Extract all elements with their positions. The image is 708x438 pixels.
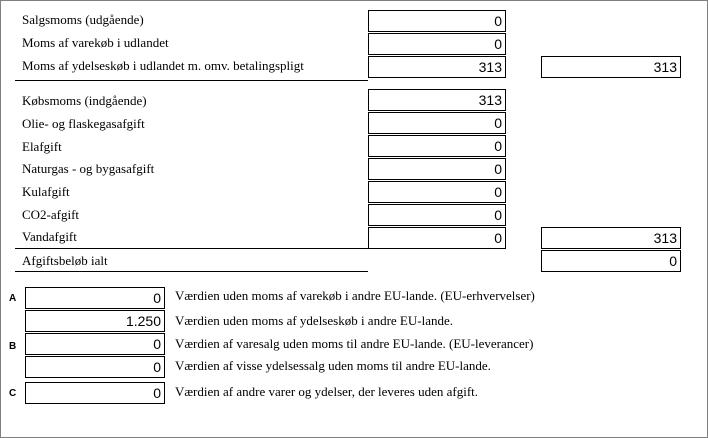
- section-a-ydelseskob-desc: Værdien uden moms af ydelseskøb i andre EU-lande.: [175, 313, 453, 328]
- salgsmoms-total-field[interactable]: 313: [541, 56, 681, 78]
- olie-flaskegas-field[interactable]: 0: [368, 112, 506, 134]
- co2-afgift-field[interactable]: 0: [368, 204, 506, 226]
- naturgas-label: Naturgas - og bygasafgift: [22, 161, 155, 176]
- section-b-ydelsessalg-field[interactable]: 0: [25, 356, 165, 378]
- co2-afgift-label: CO2-afgift: [22, 207, 80, 222]
- section-a-eu-erhvervelser-desc: Værdien uden moms af varekøb i andre EU-lande. (EU-erhvervelser): [175, 288, 535, 303]
- afgiftsbelob-total-field[interactable]: 0: [541, 250, 681, 272]
- olie-flaskegas-label: Olie- og flaskegasafgift: [22, 116, 145, 131]
- section-a-eu-erhvervelser-field[interactable]: 0: [25, 287, 165, 309]
- salgsmoms-label: Salgsmoms (udgående): [22, 12, 144, 27]
- kobsmoms-label: Købsmoms (indgående): [22, 93, 147, 108]
- moms-varekob-label: Moms af varekøb i udlandet: [22, 35, 169, 50]
- moms-ydelseskob-field[interactable]: 313: [368, 56, 506, 78]
- kobsmoms-field[interactable]: 313: [368, 89, 506, 111]
- section-c-letter: C: [9, 388, 17, 399]
- naturgas-field[interactable]: 0: [368, 158, 506, 180]
- vandafgift-label: Vandafgift: [22, 229, 77, 244]
- kobsmoms-total-field[interactable]: 313: [541, 227, 681, 249]
- salgsmoms-field[interactable]: 0: [368, 10, 506, 32]
- section-a-letter: A: [9, 293, 17, 304]
- section-a-ydelseskob-field[interactable]: 1.250: [25, 310, 165, 332]
- moms-ydelseskob-label: Moms af ydelseskøb i udlandet m. omv. betalingspligt: [22, 58, 304, 73]
- section-c-ubeskattet-desc: Værdien af andre varer og ydelser, der leveres uden afgift.: [175, 384, 479, 399]
- section-b-letter: B: [9, 341, 17, 352]
- section-b-ydelsessalg-desc: Værdien af visse ydelsessalg uden moms til andre EU-lande.: [175, 358, 491, 373]
- vandafgift-field[interactable]: 0: [368, 227, 506, 249]
- elafgift-label: Elafgift: [22, 139, 62, 154]
- afgiftsbelob-label: Afgiftsbeløb ialt: [22, 253, 108, 268]
- divider: [15, 271, 368, 272]
- elafgift-field[interactable]: 0: [368, 135, 506, 157]
- divider: [15, 248, 368, 249]
- section-c-ubeskattet-field[interactable]: 0: [25, 382, 165, 404]
- kulafgift-label: Kulafgift: [22, 184, 70, 199]
- divider: [15, 80, 368, 81]
- moms-varekob-field[interactable]: 0: [368, 33, 506, 55]
- kulafgift-field[interactable]: 0: [368, 181, 506, 203]
- section-b-eu-leverancer-field[interactable]: 0: [25, 333, 165, 355]
- section-b-eu-leverancer-desc: Værdien af varesalg uden moms til andre EU-lande. (EU-leverancer): [175, 336, 534, 351]
